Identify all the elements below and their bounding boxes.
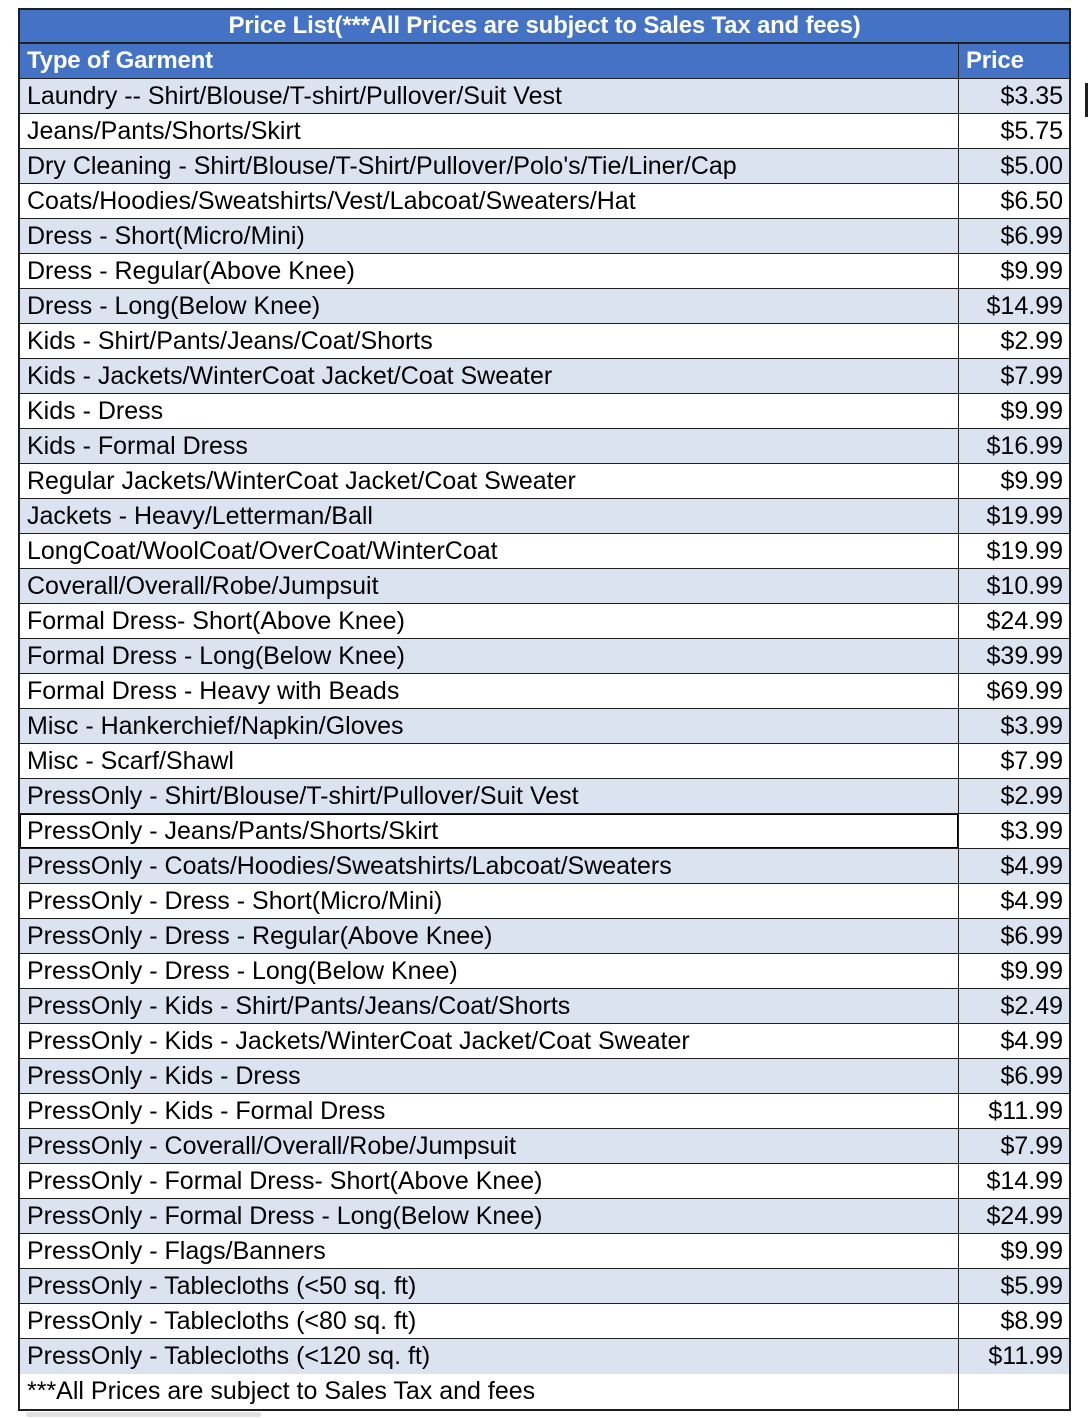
table-row <box>20 324 1069 359</box>
price-cell[interactable]: $5.75 <box>959 114 1069 148</box>
garment-cell[interactable]: Misc - Scarf/Shawl <box>20 744 959 778</box>
garment-cell[interactable]: Laundry -- Shirt/Blouse/T-shirt/Pullover/Suit Vest <box>20 79 959 113</box>
table-row <box>20 359 1069 394</box>
table-title-cell[interactable]: Price List(***All Prices are subject to Sales Tax and fees) <box>20 10 1069 44</box>
price-cell[interactable]: $69.99 <box>959 674 1069 708</box>
table-row <box>20 1304 1069 1339</box>
table-row <box>20 219 1069 254</box>
garment-cell[interactable]: PressOnly - Kids - Dress <box>20 1059 959 1093</box>
price-cell[interactable]: $5.00 <box>959 149 1069 183</box>
table-row <box>20 149 1069 184</box>
price-cell[interactable]: $24.99 <box>959 604 1069 638</box>
table-row <box>20 744 1069 779</box>
table-row <box>20 779 1069 814</box>
price-cell[interactable]: $16.99 <box>959 429 1069 463</box>
garment-cell[interactable]: PressOnly - Flags/Banners <box>20 1234 959 1268</box>
table-body <box>20 79 1069 1374</box>
garment-cell[interactable]: Misc - Hankerchief/Napkin/Gloves <box>20 709 959 743</box>
price-cell[interactable]: $3.99 <box>959 814 1069 848</box>
garment-cell[interactable]: Dry Cleaning - Shirt/Blouse/T-Shirt/Pullover/Polo's/Tie/Liner/Cap <box>20 149 959 183</box>
table-row <box>20 1059 1069 1094</box>
table-row <box>20 534 1069 569</box>
column-header-row <box>20 44 1069 79</box>
garment-cell[interactable]: Jackets - Heavy/Letterman/Ball <box>20 499 959 533</box>
garment-cell[interactable]: Kids - Jackets/WinterCoat Jacket/Coat Sweater <box>20 359 959 393</box>
garment-cell[interactable]: Jeans/Pants/Shorts/Skirt <box>20 114 959 148</box>
price-cell[interactable]: $6.50 <box>959 184 1069 218</box>
table-row <box>20 674 1069 709</box>
price-cell[interactable]: $4.99 <box>959 884 1069 918</box>
price-cell[interactable]: $9.99 <box>959 464 1069 498</box>
garment-cell[interactable]: LongCoat/WoolCoat/OverCoat/WinterCoat <box>20 534 959 568</box>
column-header-garment[interactable]: Type of Garment <box>20 44 959 78</box>
garment-cell[interactable]: PressOnly - Coats/Hoodies/Sweatshirts/Labcoat/Sweaters <box>20 849 959 883</box>
table-row <box>20 79 1069 114</box>
table-row <box>20 289 1069 324</box>
garment-cell[interactable]: PressOnly - Tablecloths (<120 sq. ft) <box>20 1339 959 1374</box>
table-row <box>20 604 1069 639</box>
garment-cell[interactable]: Dress - Long(Below Knee) <box>20 289 959 323</box>
garment-cell[interactable]: Formal Dress - Heavy with Beads <box>20 674 959 708</box>
garment-cell[interactable]: PressOnly - Kids - Jackets/WinterCoat Jacket/Coat Sweater <box>20 1024 959 1058</box>
price-cell[interactable]: $7.99 <box>959 359 1069 393</box>
garment-cell[interactable]: PressOnly - Jeans/Pants/Shorts/Skirt <box>20 814 959 848</box>
table-row <box>20 114 1069 149</box>
price-cell[interactable]: $2.99 <box>959 324 1069 358</box>
price-cell[interactable]: $11.99 <box>959 1339 1069 1374</box>
price-cell[interactable]: $10.99 <box>959 569 1069 603</box>
price-cell[interactable]: $19.99 <box>959 534 1069 568</box>
price-cell[interactable]: $9.99 <box>959 394 1069 428</box>
footer-price-cell[interactable] <box>959 1374 1069 1409</box>
price-cell[interactable]: $7.99 <box>959 1129 1069 1163</box>
table-row <box>20 1094 1069 1129</box>
price-cell[interactable]: $9.99 <box>959 954 1069 988</box>
garment-cell[interactable]: Kids - Shirt/Pants/Jeans/Coat/Shorts <box>20 324 959 358</box>
garment-cell[interactable]: Formal Dress - Long(Below Knee) <box>20 639 959 673</box>
price-cell[interactable]: $8.99 <box>959 1304 1069 1338</box>
footer-note-cell[interactable]: ***All Prices are subject to Sales Tax and fees <box>20 1374 959 1409</box>
table-row <box>20 919 1069 954</box>
table-row <box>20 429 1069 464</box>
garment-cell[interactable]: Dress - Regular(Above Knee) <box>20 254 959 288</box>
price-cell[interactable]: $2.99 <box>959 779 1069 813</box>
garment-cell[interactable]: PressOnly - Dress - Long(Below Knee) <box>20 954 959 988</box>
price-cell[interactable]: $24.99 <box>959 1199 1069 1233</box>
price-cell[interactable]: $3.35 <box>959 79 1069 113</box>
price-cell[interactable]: $14.99 <box>959 1164 1069 1198</box>
garment-cell[interactable]: PressOnly - Formal Dress - Long(Below Knee) <box>20 1199 959 1233</box>
table-row <box>20 884 1069 919</box>
garment-cell[interactable]: PressOnly - Coverall/Overall/Robe/Jumpsuit <box>20 1129 959 1163</box>
bottom-edge-artifact <box>26 1412 261 1417</box>
garment-cell[interactable]: Dress - Short(Micro/Mini) <box>20 219 959 253</box>
footer-note-row <box>20 1374 1069 1409</box>
garment-cell[interactable]: Coverall/Overall/Robe/Jumpsuit <box>20 569 959 603</box>
price-cell[interactable]: $11.99 <box>959 1094 1069 1128</box>
price-cell[interactable]: $2.49 <box>959 989 1069 1023</box>
price-cell[interactable]: $6.99 <box>959 1059 1069 1093</box>
table-row <box>20 1199 1069 1234</box>
price-cell[interactable]: $3.99 <box>959 709 1069 743</box>
table-row <box>20 1269 1069 1304</box>
price-cell[interactable]: $14.99 <box>959 289 1069 323</box>
table-row <box>20 464 1069 499</box>
garment-cell[interactable]: PressOnly - Kids - Shirt/Pants/Jeans/Coat/Shorts <box>20 989 959 1023</box>
table-row <box>20 1129 1069 1164</box>
price-cell[interactable]: $19.99 <box>959 499 1069 533</box>
table-row <box>20 184 1069 219</box>
price-cell[interactable]: $6.99 <box>959 919 1069 953</box>
garment-cell[interactable]: Formal Dress- Short(Above Knee) <box>20 604 959 638</box>
price-cell[interactable]: $4.99 <box>959 1024 1069 1058</box>
table-row <box>20 989 1069 1024</box>
price-cell[interactable]: $4.99 <box>959 849 1069 883</box>
price-cell[interactable]: $39.99 <box>959 639 1069 673</box>
table-row <box>20 1164 1069 1199</box>
garment-cell[interactable]: PressOnly - Shirt/Blouse/T-shirt/Pullover/Suit Vest <box>20 779 959 813</box>
table-row <box>20 1024 1069 1059</box>
table-row <box>20 254 1069 289</box>
table-row <box>20 1339 1069 1374</box>
garment-cell[interactable]: Kids - Dress <box>20 394 959 428</box>
garment-cell[interactable]: PressOnly - Tablecloths (<80 sq. ft) <box>20 1304 959 1338</box>
garment-cell[interactable]: Regular Jackets/WinterCoat Jacket/Coat Sweater <box>20 464 959 498</box>
table-row <box>20 709 1069 744</box>
price-cell[interactable]: $9.99 <box>959 254 1069 288</box>
garment-cell[interactable]: Coats/Hoodies/Sweatshirts/Vest/Labcoat/Sweaters/Hat <box>20 184 959 218</box>
table-row <box>20 849 1069 884</box>
table-row <box>20 569 1069 604</box>
garment-cell[interactable]: PressOnly - Dress - Short(Micro/Mini) <box>20 884 959 918</box>
table-row <box>20 814 1069 849</box>
garment-cell[interactable]: PressOnly - Tablecloths (<50 sq. ft) <box>20 1269 959 1303</box>
price-cell[interactable]: $9.99 <box>959 1234 1069 1268</box>
garment-cell[interactable]: Kids - Formal Dress <box>20 429 959 463</box>
column-header-price[interactable]: Price <box>966 47 1024 74</box>
table-row <box>20 1234 1069 1269</box>
table-row <box>20 394 1069 429</box>
garment-cell[interactable]: PressOnly - Formal Dress- Short(Above Knee) <box>20 1164 959 1198</box>
table-row <box>20 954 1069 989</box>
price-cell[interactable]: $7.99 <box>959 744 1069 778</box>
garment-cell[interactable]: PressOnly - Kids - Formal Dress <box>20 1094 959 1128</box>
price-list-table <box>18 8 1071 1411</box>
table-row <box>20 639 1069 674</box>
price-cell[interactable]: $6.99 <box>959 219 1069 253</box>
table-row <box>20 499 1069 534</box>
garment-cell[interactable]: PressOnly - Dress - Regular(Above Knee) <box>20 919 959 953</box>
price-cell[interactable]: $5.99 <box>959 1269 1069 1303</box>
